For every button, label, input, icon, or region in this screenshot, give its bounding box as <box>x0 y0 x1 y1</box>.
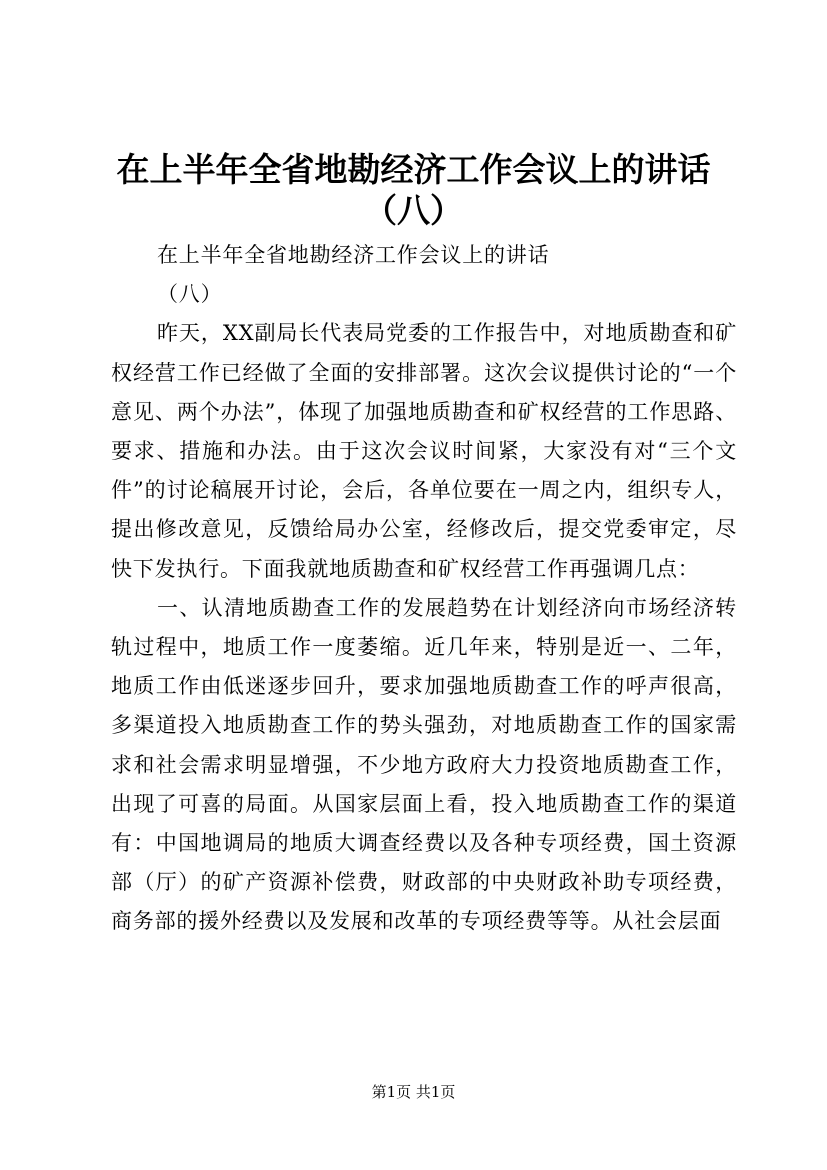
document-body <box>111 236 737 942</box>
body-paragraph: 昨天，XX副局长代表局党委的工作报告中，对地质勘查和矿权经营工作已经做了全面的安排部署。这次会议提供讨论的“一个意见、两个办法”，体现了加强地质勘查和矿权经营的工作思路、要求、措施和办法。由于这次会议时间紧，大家没有对“三个文件”的讨论稿展开讨论，会后，各单位要在一周之内，组织专人，提出修改意见，反馈给局办公室，经修改后，提交党委审定，尽快下发执行。下面我就地质勘查和矿权经营工作再强调几点： <box>111 321 737 581</box>
document-title-number: （八） <box>364 191 463 230</box>
body-subtitle: 在上半年全省地勘经济工作会议上的讲话 <box>157 243 550 267</box>
page-footer: 第1页 共1页 <box>371 1083 456 1101</box>
body-paragraph: 一、认清地质勘查工作的发展趋势在计划经济向市场经济转轨过程中，地质工作一度萎缩。近几年来，特别是近一、二年，地质工作由低迷逐步回升，要求加强地质勘查工作的呼声很高，多渠道投入地质勘查工作的势头强劲，对地质勘查工作的国家需求和社会需求明显增强，不少地方政府大力投资地质勘查工作，出现了可喜的局面。从国家层面上看，投入地质勘查工作的渠道有：中国地调局的地质大调查经费以及各种专项经费，国土资源部（厅）的矿产资源补偿费，财政部的中央财政补助专项经费，商务部的援外经费以及发展和改革的专项经费等等。从社会层面 <box>111 595 737 934</box>
body-subtitle-number: （八） <box>157 282 223 307</box>
document-title: 在上半年全省地勘经济工作会议上的讲话 <box>116 150 711 189</box>
